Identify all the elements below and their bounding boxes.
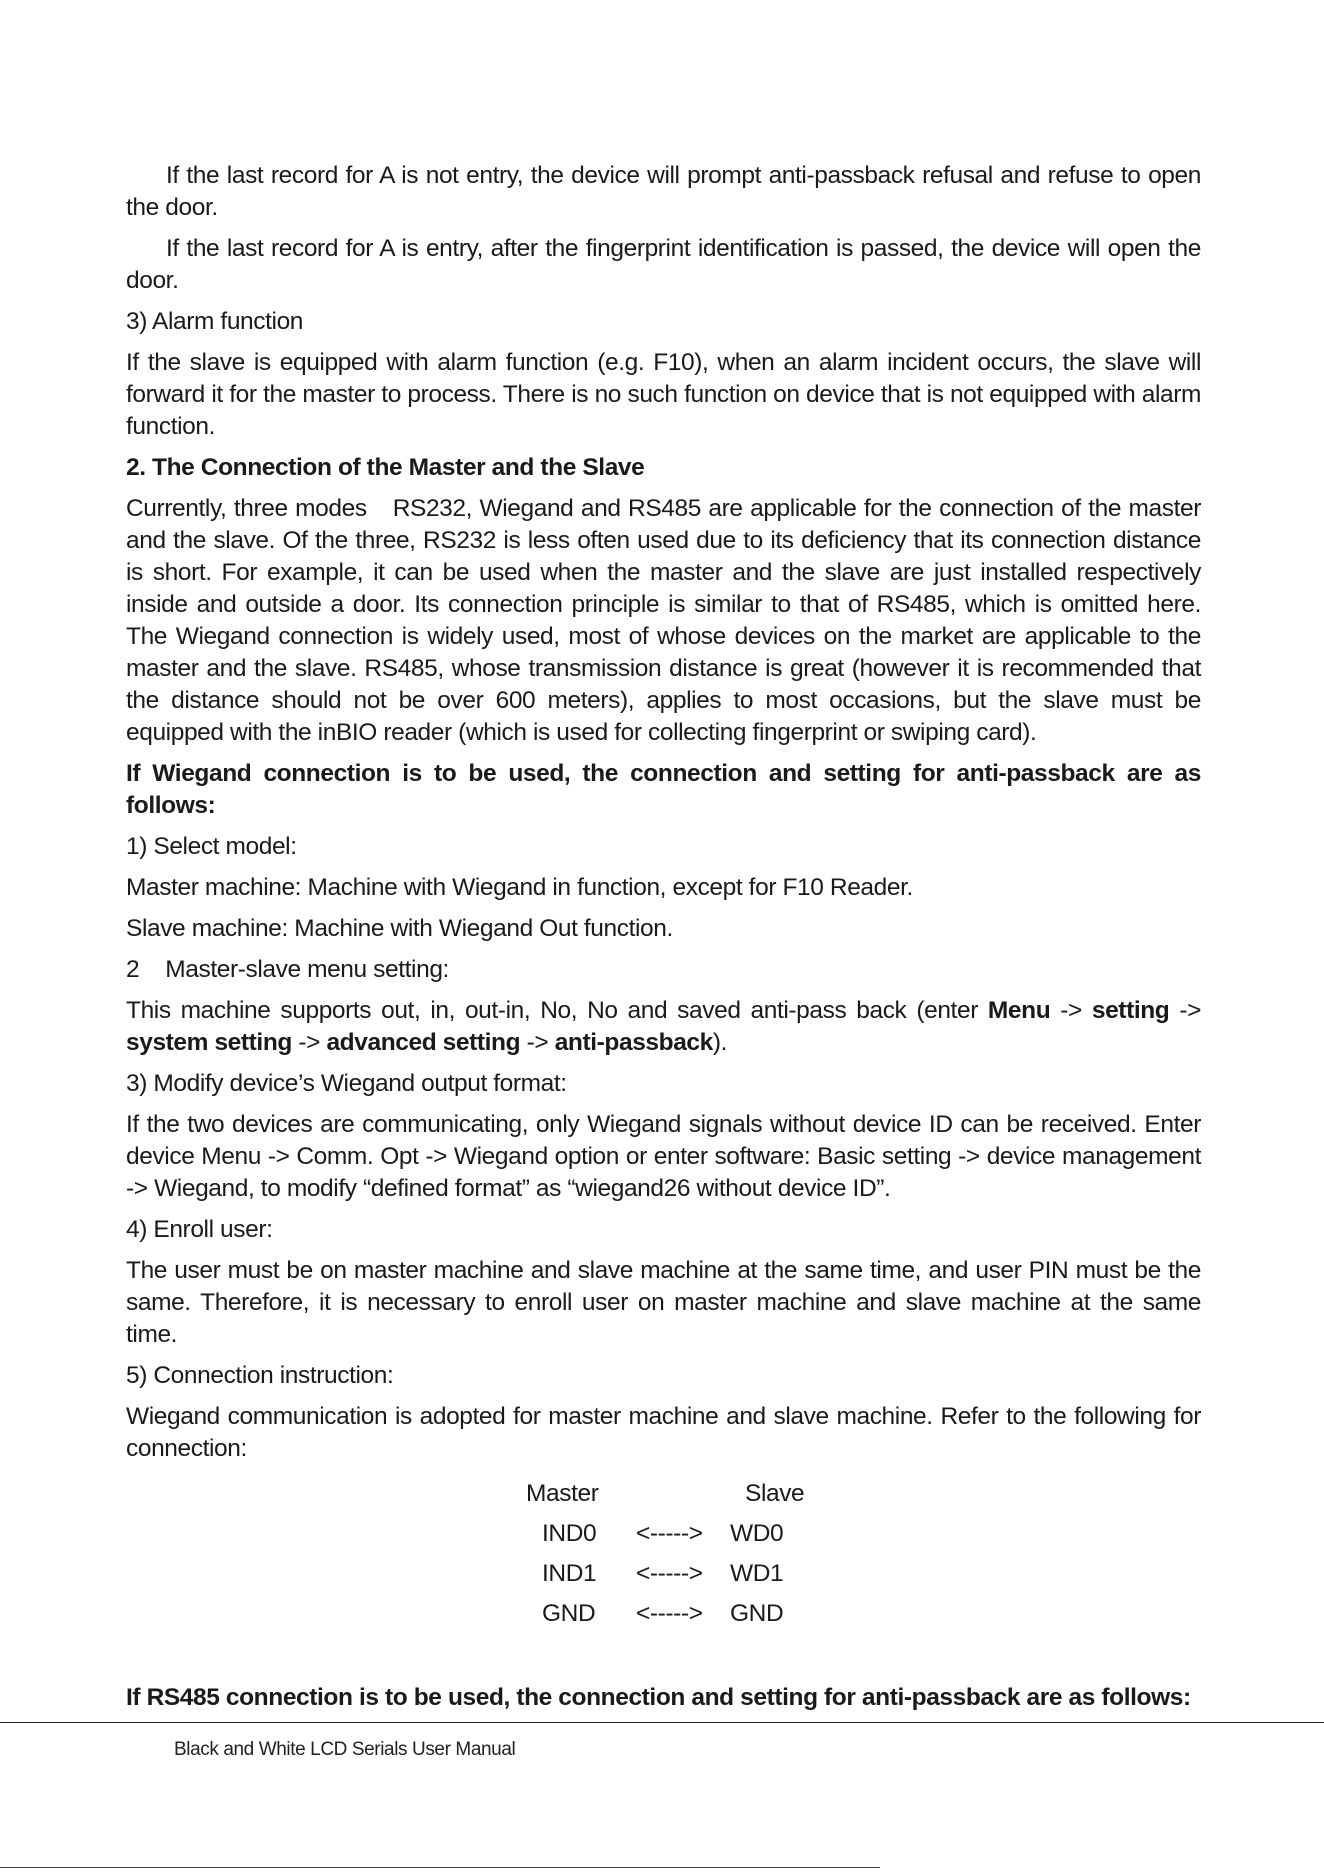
header-slave: Slave <box>745 1480 805 1507</box>
slave-machine-text: Slave machine: Machine with Wiegand Out function. <box>126 915 673 942</box>
step-menu-label: Master-slave menu setting: <box>165 956 449 983</box>
connection-table-header <box>510 1474 850 1514</box>
bottom-divider <box>0 1867 880 1868</box>
paragraph-connection-instruction: Wiegand communication is adopted for master machine and slave machine. Refer to the following for connection: <box>126 1403 1201 1462</box>
menu-path-end: ). <box>712 1029 728 1056</box>
master-machine-text: Master machine: Machine with Wiegand in function, except for F10 Reader. <box>126 874 913 901</box>
body-text <box>126 160 1201 1474</box>
footer-divider <box>0 1722 1324 1723</box>
menu-path-sep-4: -> <box>520 1029 555 1056</box>
master-pin: IND1 <box>542 1560 597 1587</box>
slave-pin: WD1 <box>730 1560 784 1587</box>
slave-pin: WD0 <box>730 1520 784 1547</box>
menu-path-anti-passback: anti-passback <box>554 1029 713 1056</box>
item-alarm-function: 3) Alarm function <box>126 308 304 335</box>
paragraph-anti-passback-open: If the last record for A is entry, after the fingerprint identification is passed, the device will open the door. <box>126 235 1201 294</box>
connection-table <box>510 1474 850 1634</box>
menu-path-system-setting: system setting <box>126 1029 292 1056</box>
step-modify-format: 3) Modify device’s Wiegand output format: <box>126 1070 567 1097</box>
menu-path-intro: This machine supports out, in, out-in, No, No and saved anti-pass back (enter <box>126 997 988 1024</box>
connection-arrow: <-----> <box>636 1520 703 1547</box>
paragraph-alarm-function: If the slave is equipped with alarm function (e.g. F10), when an alarm incident occurs, the slave will forward it for the master to process. There is no such function on device that is not equipped with alarm function. <box>126 349 1201 440</box>
footer-manual-title: Black and White LCD Serials User Manual <box>174 1739 516 1760</box>
menu-path-sep-2: -> <box>1169 997 1201 1024</box>
master-pin: GND <box>542 1600 596 1627</box>
connection-modes-lead: Currently, three modes <box>126 495 367 522</box>
menu-path-sep-1: -> <box>1050 997 1092 1024</box>
paragraph-connection-modes <box>126 493 1201 749</box>
step-enroll-user: 4) Enroll user: <box>126 1216 273 1243</box>
menu-path-sep-3: -> <box>291 1029 327 1056</box>
step-select-model: 1) Select model: <box>126 833 297 860</box>
step-menu-setting <box>126 954 1201 986</box>
step-menu-number: 2 <box>126 956 140 983</box>
connection-row <box>510 1514 850 1554</box>
master-pin: IND0 <box>542 1520 597 1547</box>
connection-modes-body: RS232, Wiegand and RS485 are applicable for the connection of the master and the slave. Of the three, RS232 is less often used due to its deficiency that its connection distance is short. For example, it can be used when the master and the slave are just installed respectively inside and outside a door. Its connection principle is similar to that of RS485, which is omitted here. The Wiegand connection is widely used, most of whose devices on the market are applicable to the master and the slave. RS485, whose transmission distance is great (however it is recommended that the distance should not be over 600 meters), applies to most occasions, but the slave must be equipped with the inBIO reader (which is used for collecting fingerprint or swiping card). <box>126 495 1202 746</box>
step-connection-instruction: 5) Connection instruction: <box>126 1362 394 1389</box>
menu-path-advanced-setting: advanced setting <box>326 1029 521 1056</box>
paragraph-enroll-user: The user must be on master machine and slave machine at the same time, and user PIN must be the same. Therefore, it is necessary to enroll user on master machine and slave machine at the same time. <box>126 1257 1201 1348</box>
wiegand-heading: If Wiegand connection is to be used, the connection and setting for anti-passback are as follows: <box>126 760 1201 819</box>
connection-row <box>510 1594 850 1634</box>
rs485-heading: If RS485 connection is to be used, the connection and setting for anti-passback are as follows: <box>126 1684 1191 1711</box>
section-heading: 2. The Connection of the Master and the Slave <box>126 454 645 481</box>
header-master: Master <box>526 1480 599 1507</box>
connection-row <box>510 1554 850 1594</box>
paragraph-wiegand-format: If the two devices are communicating, only Wiegand signals without device ID can be received. Enter device Menu -> Comm. Opt -> Wiegand option or enter software: Basic setting -> device management -> Wiegand, to modify “defined format” as “wiegand26 without device ID”. <box>126 1111 1201 1202</box>
paragraph-menu-path <box>126 995 1201 1059</box>
slave-pin: GND <box>730 1600 784 1627</box>
menu-path-setting: setting <box>1091 997 1170 1024</box>
paragraph-anti-passback-refusal: If the last record for A is not entry, the device will prompt anti-passback refusal and refuse to open the door. <box>126 162 1201 221</box>
connection-arrow: <-----> <box>636 1560 703 1587</box>
connection-arrow: <-----> <box>636 1600 703 1627</box>
menu-path-menu: Menu <box>987 997 1051 1024</box>
